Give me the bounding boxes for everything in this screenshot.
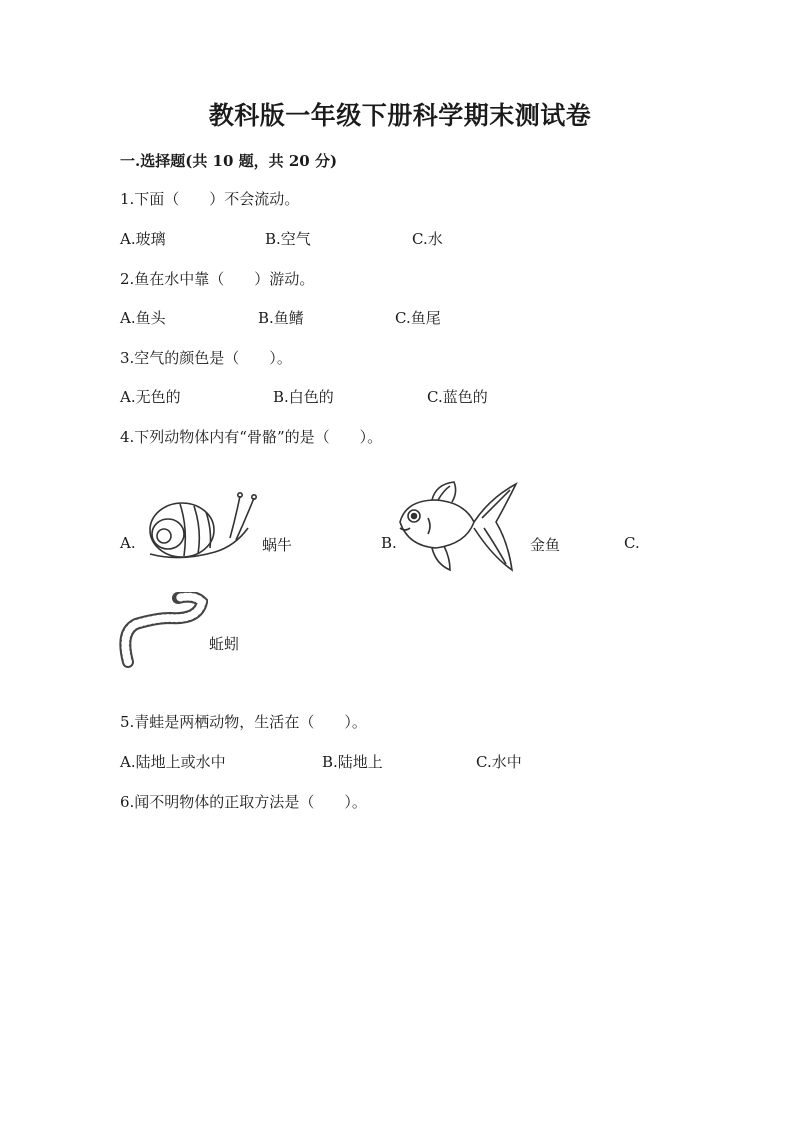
- section-heading: 一.选择题(共 10 题，共 20 分): [120, 152, 338, 170]
- q2-option-c: C.鱼尾: [395, 309, 441, 327]
- q4-option-c-caption: 蚯蚓: [209, 635, 240, 653]
- question-4: 4.下列动物体内有“骨骼”的是（ ）。: [120, 428, 383, 446]
- q3-option-c: C.蓝色的: [427, 388, 488, 406]
- snail-icon: [140, 488, 258, 570]
- q4-option-b-caption: 金鱼: [530, 536, 561, 554]
- q2-option-a: A.鱼头: [120, 309, 166, 327]
- q3-option-b: B.白色的: [273, 388, 334, 406]
- q5-option-b: B.陆地上: [322, 753, 383, 771]
- q4-option-c-letter: C.: [624, 534, 640, 552]
- q4-option-a-caption: 蜗牛: [262, 536, 293, 554]
- q5-option-a: A.陆地上或水中: [120, 753, 226, 771]
- goldfish-icon: [392, 478, 520, 576]
- q1-option-b: B.空气: [265, 230, 311, 248]
- q4-option-a-letter: A.: [120, 534, 136, 552]
- question-1: 1.下面（ ）不会流动。: [120, 190, 300, 208]
- question-5: 5.青蛙是两栖动物，生活在（ ）。: [120, 713, 367, 731]
- q5-option-c: C.水中: [476, 753, 522, 771]
- q1-option-c: C.水: [412, 230, 443, 248]
- q4-option-b-letter: B.: [381, 534, 397, 552]
- earthworm-icon: [116, 592, 208, 668]
- question-2: 2.鱼在水中靠（ ）游动。: [120, 270, 315, 288]
- page-title: 教科版一年级下册科学期末测试卷: [208, 101, 592, 130]
- question-3: 3.空气的颜色是（ ）。: [120, 349, 292, 367]
- q1-option-a: A.玻璃: [120, 230, 166, 248]
- question-6: 6.闻不明物体的正取方法是（ ）。: [120, 793, 367, 811]
- q2-option-b: B.鱼鳍: [258, 309, 304, 327]
- q3-option-a: A.无色的: [120, 388, 181, 406]
